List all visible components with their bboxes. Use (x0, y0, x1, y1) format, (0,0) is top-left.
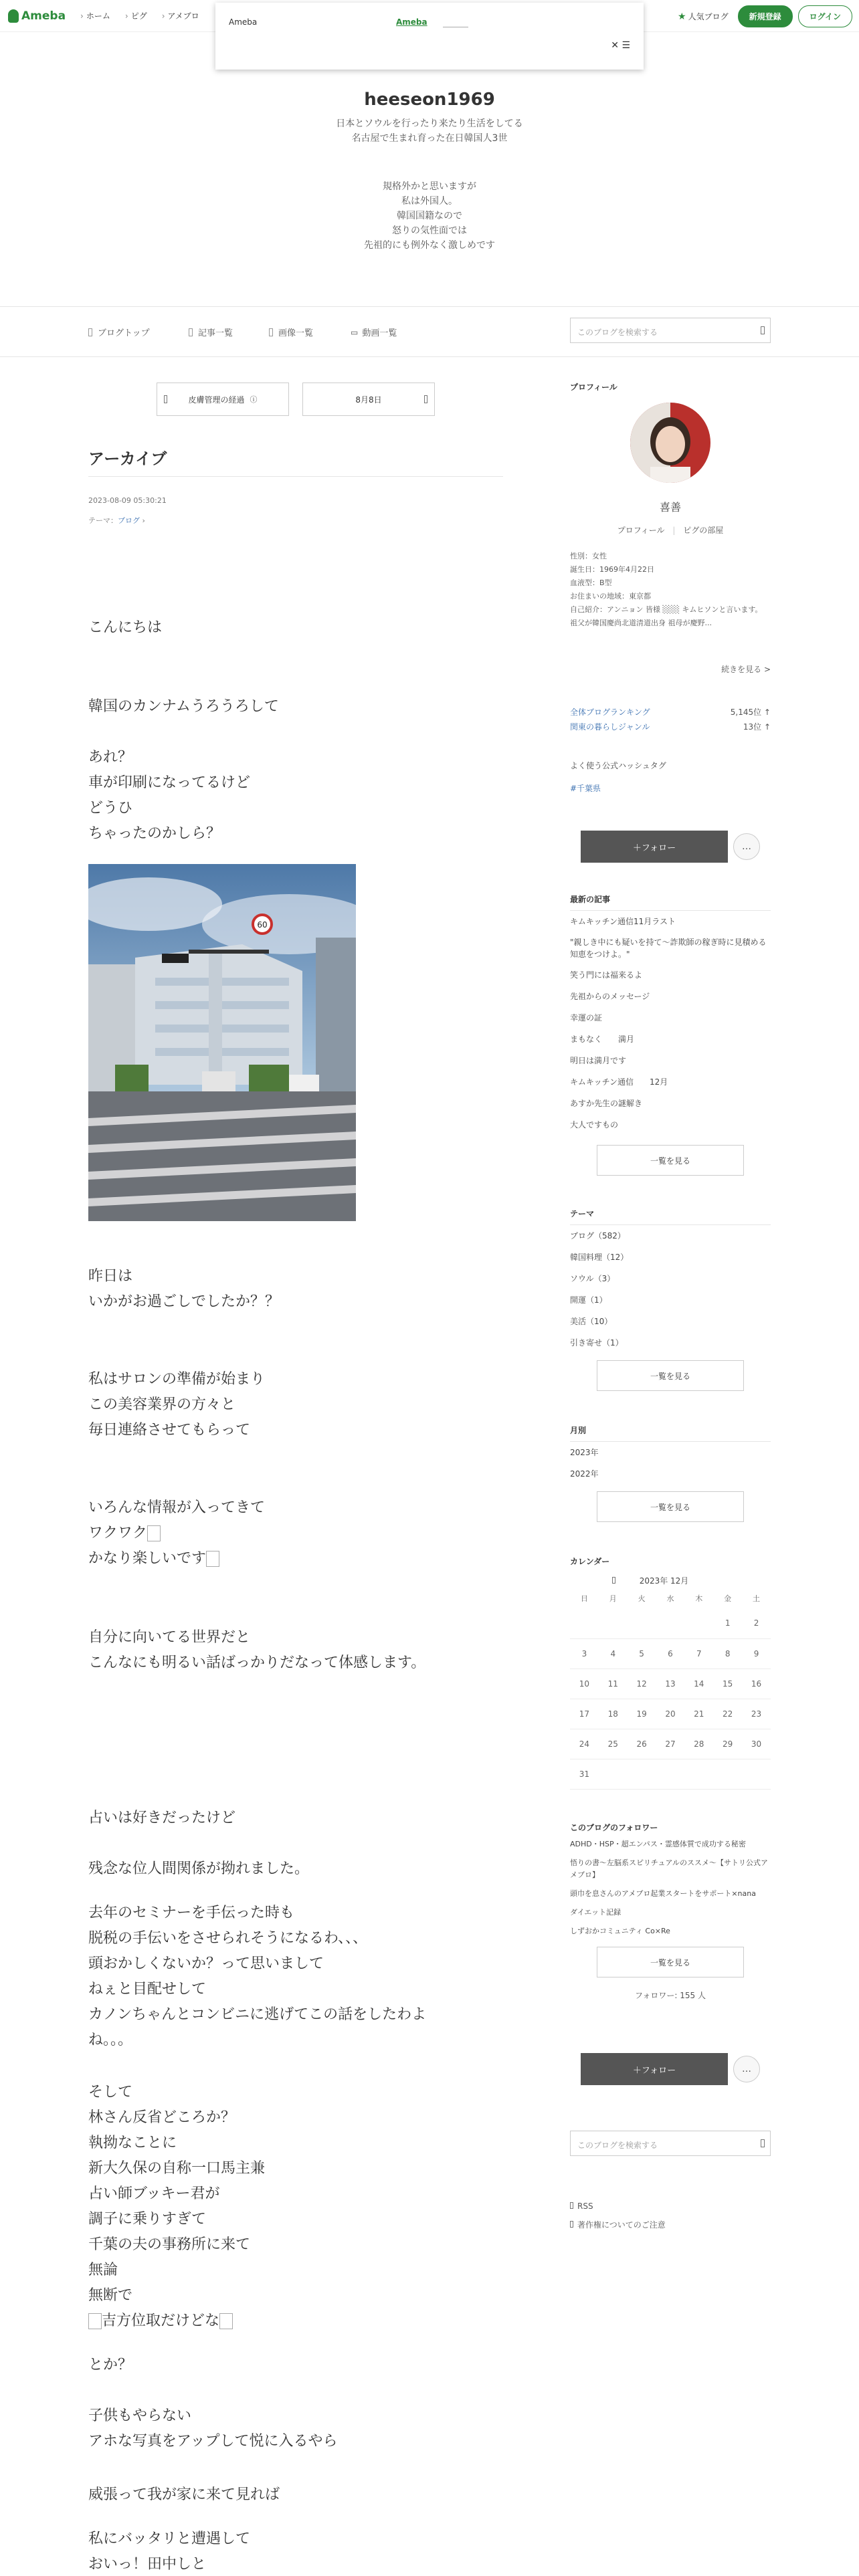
recent-article-link[interactable]: 明日は満月です (570, 1056, 627, 1065)
calendar-day[interactable]: 28 (684, 1729, 713, 1759)
follower-count: フォロワー: 155 人 (635, 1991, 706, 2000)
monthly-archive: 月別 2023年 2022年 一覧を見る (570, 1424, 771, 1522)
calendar-day[interactable]: 25 (599, 1729, 628, 1759)
hashtag-link[interactable]: #千葉県 (570, 784, 601, 793)
theme-item[interactable]: 引き寄せ（1） (570, 1338, 624, 1348)
calendar-weekday: 土 (753, 1594, 761, 1603)
nav-image-list[interactable]: 画像一覧 (269, 326, 313, 338)
paragraph: いろんな情報が入ってきて ワクワク かなり楽しいです (88, 1499, 266, 1567)
calendar-weekday: 火 (638, 1594, 646, 1603)
broken-emoji-icon (219, 2313, 233, 2329)
nav-ameblo-link[interactable]: › アメブロ (162, 10, 199, 21)
paragraph: 韓国のカンナムうろうろして (88, 698, 279, 715)
calendar-day[interactable]: 19 (628, 1699, 656, 1729)
recent-article-link[interactable]: 幸運の証 (570, 1013, 603, 1023)
calendar-table (570, 1588, 771, 1790)
calendar-day[interactable]: 4 (599, 1638, 628, 1669)
recent-article-link[interactable]: 大人ですもの (570, 1120, 619, 1130)
calendar-month-nav (570, 1572, 771, 1588)
calendar-day[interactable]: 7 (684, 1638, 713, 1669)
ad-popup (215, 3, 644, 70)
calendar-weekday: 金 (724, 1594, 732, 1603)
calendar-day (742, 1759, 771, 1789)
pig-room-link[interactable]: ピグの部屋 (683, 526, 724, 535)
calendar-day[interactable]: 16 (742, 1669, 771, 1699)
paragraph: 昨日は いかがお過ごしでしたか？？ (88, 1268, 280, 1310)
follower-link[interactable]: しずおかコミュニティ Co×Re (570, 1927, 670, 1935)
popup-close-button[interactable]: ✕ ☰ (611, 40, 630, 51)
recent-article-link[interactable]: 笑う門には福来るよ (570, 970, 643, 980)
calendar-day[interactable]: 20 (656, 1699, 685, 1729)
signup-button[interactable]: 新規登録 (738, 5, 793, 27)
home-icon (88, 328, 92, 336)
ranking-row[interactable]: 関東の暮らしジャンル 13位 ↑ (570, 722, 771, 732)
chevron-left-icon (164, 395, 167, 403)
calendar-day[interactable]: 24 (570, 1729, 599, 1759)
chevron-right-icon (424, 395, 427, 403)
nav-home-link[interactable]: › ホーム (80, 10, 110, 21)
street-photo-graphic (88, 864, 356, 1221)
broken-emoji-icon (88, 2313, 102, 2329)
profile-heading: プロフィール (570, 383, 617, 392)
paragraph: とか？ (88, 2357, 133, 2373)
calendar-day[interactable]: 17 (570, 1699, 599, 1729)
blog-search-input[interactable]: このブログを検索する (570, 318, 771, 343)
image-icon (269, 328, 273, 336)
svg-text:60: 60 (257, 920, 268, 930)
calendar: カレンダー 2023年 12月 日 月 火 水 木 金 土 1 2 3 4 5 6 7 8 9 10 11 12 13 14 15 16 17 18 19 20 21 22 23 24 25 26 27 28 29 30 31 (570, 1555, 771, 1790)
theme-item[interactable]: ブログ（582） (570, 1231, 626, 1241)
paragraph: あれ？ 車が印刷になってるけど どうひ ちゃったのかしら？ (88, 749, 251, 842)
calendar-day[interactable]: 12 (628, 1669, 656, 1699)
nav-article-list[interactable]: 記事一覧 (189, 326, 233, 338)
followers-list-button[interactable]: 一覧を見る (597, 1947, 744, 1977)
recent-article-link[interactable]: "親しき中にも疑いを持て～詐欺師の稼ぎ時に見積める知恵をつけよ。" (570, 938, 767, 959)
recent-list-button[interactable]: 一覧を見る (597, 1145, 744, 1176)
blog-intro: 規格外かと思いますが 私は外国人。 韓国国籍なので 怒りの気性面では 先祖的にも例外なく激しめです (364, 181, 495, 251)
theme-item[interactable]: 開運（1） (570, 1295, 607, 1305)
theme-list: テーマ ブログ（582） 韓国料理（12） ソウル（3） 開運（1） 美活（10） 引き寄せ（1） 一覧を見る (570, 1208, 771, 1391)
paragraph: 私はサロンの準備が始まり この美容業界の方々と 毎日連絡させてもらって (88, 1371, 266, 1438)
list-icon (189, 328, 193, 336)
calendar-day[interactable]: 27 (656, 1729, 685, 1759)
follower-link[interactable]: 悟りの書〜左脳系スピリチュアルのススメ〜【サトリ公式アメブロ】 (570, 1858, 769, 1879)
popup-ad-link[interactable]: Ameba (396, 17, 427, 27)
calendar-weekday: 日 (580, 1594, 588, 1603)
recent-article-link[interactable]: あすか先生の謎解き (570, 1099, 643, 1108)
theme-list-button[interactable]: 一覧を見る (597, 1360, 744, 1391)
calendar-day (684, 1608, 713, 1638)
rss-link[interactable]: RSS (570, 2202, 771, 2211)
calendar-day[interactable]: 2 (742, 1608, 771, 1638)
document-icon (570, 2221, 573, 2228)
calendar-day[interactable]: 8 (713, 1638, 742, 1669)
recent-article-link[interactable]: まもなく 満月 (570, 1035, 635, 1044)
calendar-day (570, 1608, 599, 1638)
calendar-week (570, 1669, 771, 1699)
paragraph: こんにちは (88, 619, 163, 636)
calendar-weekday: 水 (666, 1594, 674, 1603)
blog-nav (0, 306, 859, 357)
calendar-weekday: 月 (609, 1594, 617, 1603)
calendar-day[interactable]: 1 (713, 1608, 742, 1638)
more-options-button[interactable]: … (733, 833, 760, 860)
calendar-day[interactable]: 22 (713, 1699, 742, 1729)
avatar-photo (630, 403, 710, 483)
street-photo[interactable] (88, 864, 356, 1221)
nav-video-list[interactable]: ▭ 動画一覧 (351, 327, 397, 338)
sidebar-search-input[interactable]: このブログを検索する (570, 2131, 771, 2156)
calendar-day[interactable]: 23 (742, 1699, 771, 1729)
calendar-day[interactable]: 3 (570, 1638, 599, 1669)
broken-emoji-icon (206, 1551, 219, 1567)
follow-button[interactable]: ＋フォロー (581, 831, 728, 863)
follower-link[interactable]: ADHD・HSP・超エンパス・霊感体質で成功する秘密 (570, 1840, 746, 1848)
blog-title[interactable]: heeseon1969 (364, 90, 495, 110)
calendar-day (599, 1759, 628, 1789)
calendar-day[interactable]: 11 (599, 1669, 628, 1699)
recent-articles: 最新の記事 キムキッチン通信11月ラスト "親しき中にも疑いを持て～詐欺師の稼ぎ時に見積める知恵をつけよ。" 笑う門には福来るよ 先祖からのメッセージ 幸運の証 まもなく 満月 明日は満月です キムキッチン通信 12月 あすか先生の謎解き 大人ですもの 一覧を見る (570, 893, 771, 1176)
calendar-week (570, 1699, 771, 1729)
calendar-day[interactable]: 6 (656, 1638, 685, 1669)
calendar-day (684, 1759, 713, 1789)
more-options-button-bottom[interactable]: … (733, 2056, 760, 2082)
calendar-day[interactable]: 26 (628, 1729, 656, 1759)
paragraph: 子供もやらない アホな写真をアップして悦に入るやら (88, 2407, 338, 2450)
calendar-day (713, 1759, 742, 1789)
page-heading: アーカイブ (88, 449, 167, 468)
post-date: 2023-08-09 05:30:21 (88, 496, 167, 505)
hashtag-heading: よく使う公式ハッシュタグ (570, 761, 666, 770)
month-item[interactable]: 2023年 (570, 1448, 599, 1457)
rss-icon (570, 2202, 573, 2209)
theme-link[interactable]: ブログ (118, 516, 140, 525)
calendar-week (570, 1638, 771, 1669)
info-icon: ⓘ (250, 395, 258, 404)
calendar-day[interactable]: 14 (684, 1669, 713, 1699)
chevron-left-icon[interactable] (612, 1577, 615, 1584)
calendar-day (656, 1608, 685, 1638)
calendar-day[interactable]: 21 (684, 1699, 713, 1729)
ameba-logo-icon (8, 9, 19, 23)
calendar-day (656, 1759, 685, 1789)
followers: このブログのフォロワー ADHD・HSP・超エンパス・霊感体質で成功する秘密 悟りの書〜左脳系スピリチュアルのススメ〜【サトリ公式アメブロ】 頭巾を息さんのアメブロ起業スタートをサポート×nana ダイエット記録 しずおかコミュニティ Co×Re 一覧を見る フォロワー: 155 人 (570, 1822, 771, 2001)
post-theme: テーマ：ブログ › (88, 516, 145, 525)
video-icon: ▭ (351, 327, 359, 337)
popular-blog-link[interactable]: ★ 人気ブログ (678, 11, 729, 22)
blog-description: 日本とソウルを行ったり来たり生活をしてる 名古屋で生まれ育った在日韓国人3世 (336, 118, 523, 144)
next-article-button[interactable]: 8月8日 (302, 383, 435, 416)
blog-ranking (570, 705, 771, 734)
follow-button-bottom[interactable]: ＋フォロー (581, 2053, 728, 2085)
theme-item[interactable]: 美活（10） (570, 1317, 613, 1326)
profile-intro: 自己紹介：アンニョン 皆様 ░░░ キムヒソンと言います。 祖父が韓国慶尚北道清道出身 祖母が慶野... (570, 605, 763, 627)
calendar-day (599, 1608, 628, 1638)
profile-link[interactable]: プロフィール (617, 526, 665, 535)
calendar-day[interactable]: 13 (656, 1669, 685, 1699)
follower-link[interactable]: 頭巾を息さんのアメブロ起業スタートをサポート×nana (570, 1889, 756, 1898)
recent-article-link[interactable]: キムキッチン通信11月ラスト (570, 917, 676, 926)
chevron-right-icon: › (140, 516, 145, 525)
ameba-logo[interactable]: Ameba (8, 9, 66, 23)
search-icon[interactable] (761, 326, 765, 334)
paragraph: 占いは好きだったけど (88, 1810, 236, 1826)
paragraph: 残念な位人間関係が拗れました。 (88, 1860, 310, 1877)
calendar-weekday: 木 (695, 1594, 703, 1603)
recent-article-link[interactable]: 先祖からのメッセージ (570, 992, 650, 1001)
prev-article-button[interactable]: 皮膚管理の経過 ⓘ (157, 383, 289, 416)
profile-avatar[interactable] (630, 403, 710, 483)
nav-pig-link[interactable]: › ピグ (125, 10, 147, 21)
calendar-day[interactable]: 15 (713, 1669, 742, 1699)
paragraph: そして 林さん反省どころか？ 執拗なことに 新大久保の自称一口馬主兼 占い師ブッキー君が 調子に乗りすぎて 千葉の夫の事務所に来て 無論 無断で 吉方位取だけどな (88, 2084, 266, 2329)
calendar-day[interactable]: 31 (570, 1759, 599, 1789)
calendar-week (570, 1608, 771, 1638)
calendar-day[interactable]: 30 (742, 1729, 771, 1759)
recent-article-link[interactable]: キムキッチン通信 12月 (570, 1077, 668, 1087)
calendar-month: 2023年 12月 (639, 1576, 689, 1586)
calendar-day (628, 1608, 656, 1638)
calendar-day (628, 1759, 656, 1789)
copyright-link[interactable]: 著作権についてのご注意 (570, 2219, 771, 2230)
monthly-list-button[interactable]: 一覧を見る (597, 1491, 744, 1522)
ranking-row[interactable]: 全体ブログランキング 5,145位 ↑ (570, 708, 771, 717)
calendar-day[interactable]: 5 (628, 1638, 656, 1669)
profile-links: プロフィール | ピグの部屋 (617, 526, 724, 535)
search-icon[interactable] (761, 2139, 765, 2147)
paragraph: 威張って我が家に来て見れば (88, 2486, 280, 2503)
nav-blog-top[interactable]: ブログトップ (88, 326, 150, 338)
profile-details: 性別：女性 誕生日：1969年4月22日 血液型：B型 お住まいの地域：東京都 自己紹介：アンニョン 皆様 ░░░ キムヒソンと言います。 祖父が韓国慶尚北道清道出身 祖母が慶野... (570, 550, 771, 630)
calendar-day[interactable]: 29 (713, 1729, 742, 1759)
month-item[interactable]: 2022年 (570, 1469, 599, 1479)
theme-item[interactable]: 韓国料理（12） (570, 1253, 629, 1262)
profile-name[interactable]: 喜善 (659, 501, 681, 514)
calendar-day[interactable]: 18 (599, 1699, 628, 1729)
crown-icon: ★ (678, 11, 686, 22)
paragraph: 自分に向いてる世界だと こんなにも明るい話ばっかりだなって体感します。 (88, 1629, 426, 1671)
follower-link[interactable]: ダイエット記録 (570, 1908, 622, 1917)
calendar-day[interactable]: 9 (742, 1638, 771, 1669)
heading-divider (88, 476, 503, 477)
broken-emoji-icon (147, 1525, 161, 1541)
profile-more-link[interactable]: 続きを見る > (721, 665, 771, 674)
paragraph: 私にバッタリと遭遇して おいっ！田中しと (88, 2531, 251, 2573)
popup-title: Ameba (229, 17, 258, 27)
paragraph: 去年のセミナーを手伝った時も 脱税の手伝いをさせられそうになるわ、、、 頭おかしくないか？って思いまして ねぇと目配せして カノンちゃんとコンビニに逃げてこの話をしたわよ ね。。。 (88, 1905, 427, 2048)
calendar-week (570, 1729, 771, 1759)
login-button[interactable]: ログイン (798, 5, 852, 27)
calendar-day[interactable]: 10 (570, 1669, 599, 1699)
theme-item[interactable]: ソウル（3） (570, 1274, 615, 1283)
calendar-week (570, 1759, 771, 1789)
